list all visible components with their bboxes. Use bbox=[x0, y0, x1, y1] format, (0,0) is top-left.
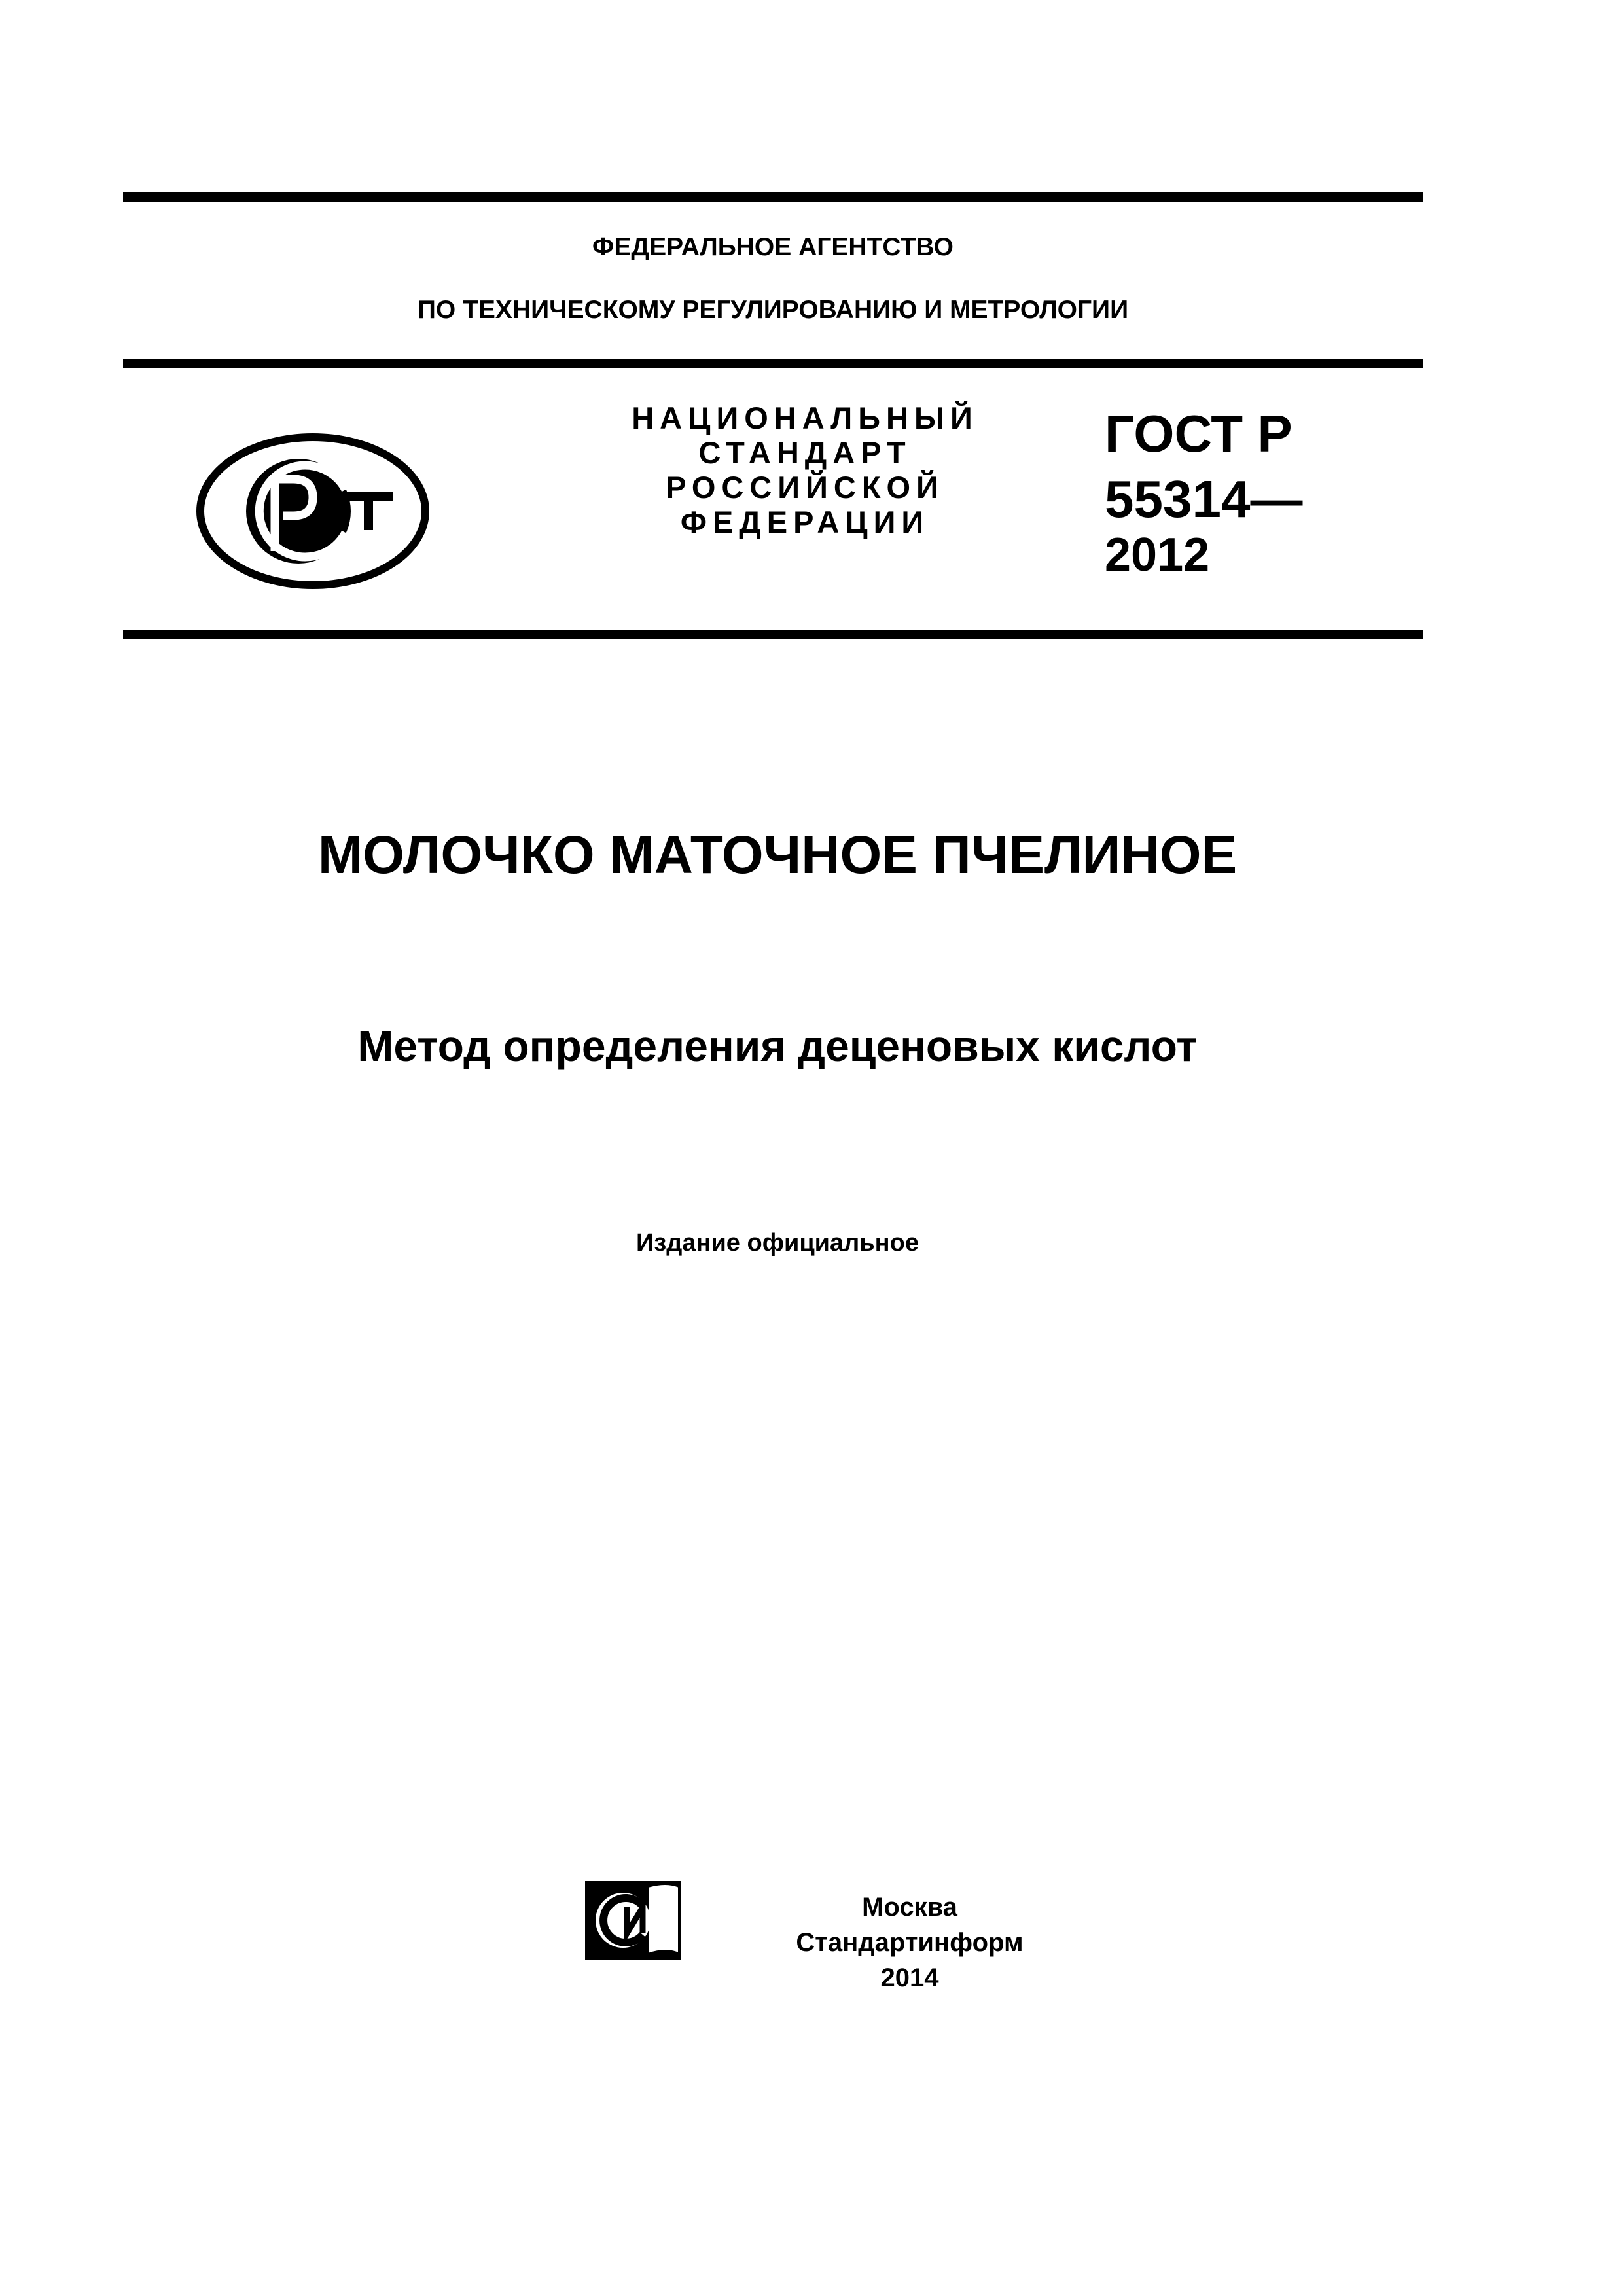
edition-label: Издание официальное bbox=[636, 1229, 919, 1257]
national-line-3: РОССИЙСКОЙ bbox=[666, 470, 944, 505]
top-rule bbox=[123, 192, 1423, 202]
rst-certification-mark-icon bbox=[194, 432, 432, 590]
national-line-2: СТАНДАРТ bbox=[698, 435, 912, 470]
publisher-year: 2014 bbox=[880, 1964, 939, 1992]
gost-designation: ГОСТ Р bbox=[1105, 404, 1293, 463]
publisher-city: Москва bbox=[862, 1893, 957, 1922]
publisher-name: Стандартинформ bbox=[796, 1928, 1024, 1957]
agency-rule bbox=[123, 359, 1423, 368]
gost-number: 55314— bbox=[1105, 470, 1303, 528]
document-title: МОЛОЧКО МАТОЧНОЕ ПЧЕЛИНОЕ bbox=[317, 825, 1238, 885]
agency-line-2: ПО ТЕХНИЧЕСКОМУ РЕГУЛИРОВАНИЮ И МЕТРОЛОГИИ bbox=[417, 296, 1129, 324]
national-line-4: ФЕДЕРАЦИИ bbox=[680, 505, 930, 539]
document-subtitle: Метод определения деценовых кислот bbox=[357, 1022, 1198, 1070]
agency-line-1: ФЕДЕРАЛЬНОЕ АГЕНТСТВО bbox=[592, 233, 954, 261]
national-line-1: НАЦИОНАЛЬНЫЙ bbox=[632, 401, 978, 435]
standard-rule bbox=[123, 630, 1423, 639]
standartinform-logo-icon bbox=[582, 1878, 685, 1962]
gost-year: 2012 bbox=[1105, 529, 1210, 581]
